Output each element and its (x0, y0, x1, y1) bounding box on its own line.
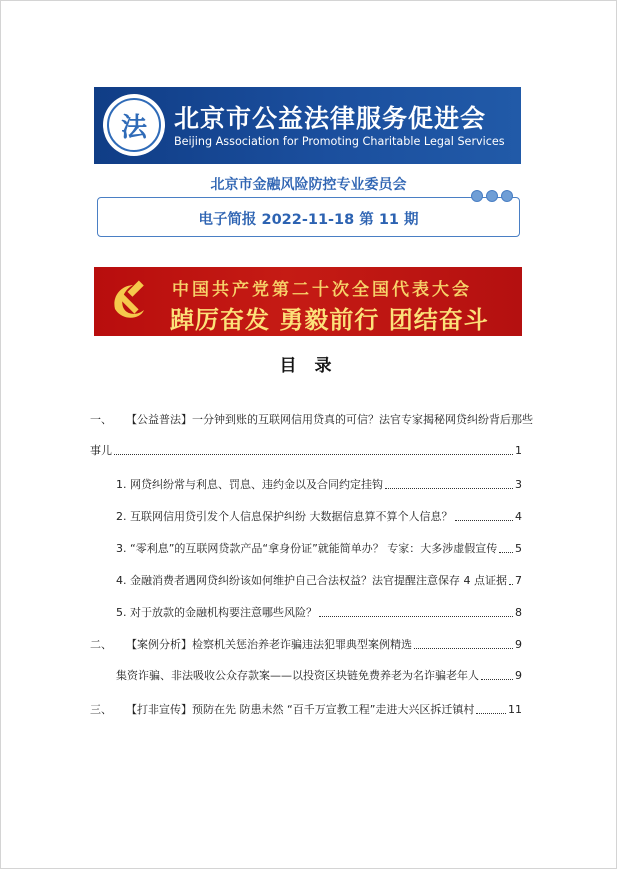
dot-icon (486, 190, 498, 202)
bulletin-box (97, 197, 520, 237)
toc-entry[interactable] (90, 444, 522, 458)
toc-leader-dots (509, 584, 513, 585)
toc-leader-dots (114, 454, 513, 455)
toc-entry-title: 4. 金融消费者遇网贷纠纷该如何维护自己合法权益？法官提醒注意保存 4 点证据 (116, 574, 507, 587)
toc-entry-text (116, 669, 479, 683)
toc-entry[interactable] (116, 606, 522, 620)
toc-leader-dots (476, 713, 506, 714)
toc-entry-text (90, 638, 412, 652)
toc-entry[interactable] (116, 574, 522, 588)
logo-seal: 法 (107, 98, 161, 152)
banner-line-1: 中国共产党第二十次全国代表大会 (172, 280, 472, 300)
toc-entry-title: 5. 对于放款的金融机构要注意哪些风险？ (116, 606, 317, 619)
decorative-dots (471, 190, 513, 202)
toc-entry-title: 事儿 (90, 444, 112, 457)
toc-entry-title: 集资诈骗、非法吸收公众存款案——以投资区块链免费养老为名诈骗老年人 (116, 669, 479, 682)
toc-entry-text (90, 413, 533, 427)
toc-entry[interactable] (116, 510, 522, 524)
toc-leader-dots (499, 552, 513, 553)
bulletin-title: 电子简报 2022-11-18 第 11 期 (198, 212, 419, 228)
toc-page-number: 3 (515, 478, 522, 491)
toc-entry[interactable] (116, 669, 522, 683)
dot-icon (471, 190, 483, 202)
toc-entry-number: 三、 (90, 703, 112, 716)
toc-entry[interactable] (116, 478, 522, 492)
toc-leader-dots (481, 679, 513, 680)
org-name-en: Beijing Association for Promoting Charitable Legal Services (174, 135, 505, 148)
toc-entry-text (90, 444, 112, 458)
banner-line-2: 踔厉奋发 勇毅前行 团结奋斗 (170, 305, 489, 334)
toc-page-number: 9 (515, 669, 522, 682)
toc-page-number: 9 (515, 638, 522, 651)
toc-entry[interactable] (90, 703, 522, 717)
association-banner (94, 87, 521, 164)
toc-entry-number: 二、 (90, 638, 112, 651)
toc-entry-text (116, 542, 497, 556)
toc-entry-title: 【案例分析】检察机关惩治养老诈骗违法犯罪典型案例精选 (126, 638, 412, 651)
toc-entry-number: 一、 (90, 413, 112, 426)
toc-entry-title: 【打非宣传】预防在先 防患未然 “百千万宣教工程”走进大兴区拆迁镇村 (126, 703, 475, 716)
toc-leader-dots (319, 616, 513, 617)
toc-leader-dots (455, 520, 514, 521)
toc-entry-text (116, 606, 317, 620)
toc-entry-title: 1. 网贷纠纷常与利息、罚息、违约金以及合同约定挂钩 (116, 478, 383, 491)
toc-entry-title: 2. 互联网信用贷引发个人信息保护纠纷 大数据信息算不算个人信息？ (116, 510, 453, 523)
toc-leader-dots (385, 488, 513, 489)
toc-entry-title: 3. “零利息”的互联网贷款产品“拿身份证”就能简单办？ 专家：大多涉虚假宣传 (116, 542, 498, 555)
toc-page-number: 8 (515, 606, 522, 619)
dot-icon (501, 190, 513, 202)
toc-page-number: 7 (515, 574, 522, 587)
committee-name: 北京市金融风险防控专业委员会 (210, 177, 407, 193)
toc-page-number: 5 (515, 542, 522, 555)
toc-leader-dots (414, 648, 513, 649)
toc-entry[interactable] (116, 542, 522, 556)
party-congress-banner (94, 267, 522, 336)
org-name-cn: 北京市公益法律服务促进会 (174, 104, 487, 133)
toc-entry[interactable] (90, 638, 522, 652)
toc-entry[interactable] (90, 413, 533, 427)
toc-title: 目 录 (279, 356, 338, 376)
association-logo (103, 94, 165, 156)
hammer-sickle-icon (106, 279, 152, 325)
toc-page-number: 4 (515, 510, 522, 523)
toc-entry-text (116, 478, 383, 492)
toc-page-number: 11 (508, 703, 522, 716)
toc-page-number: 1 (515, 444, 522, 457)
toc-entry-title: 【公益普法】一分钟到账的互联网信用贷真的可信？法官专家揭秘网贷纠纷背后那些 (126, 413, 533, 426)
toc-entry-text (116, 574, 507, 588)
toc-entry-text (116, 510, 453, 524)
toc-entry-text (90, 703, 474, 717)
